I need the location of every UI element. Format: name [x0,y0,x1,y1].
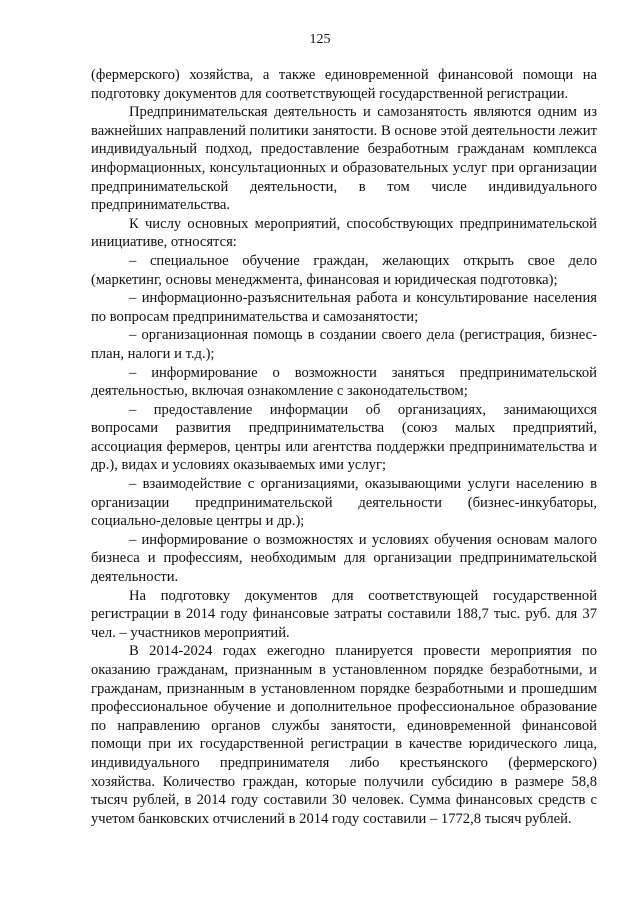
page-number: 125 [309,32,331,47]
paragraph: К числу основных мероприятий, способствующих предпринимательской инициативе, относятся: [91,215,597,251]
paragraph: – взаимодействие с организациями, оказывающими услуги населению в организации предпринимательской деятельности (бизнес-инкубаторы, социально-деловые центры и др.); [91,476,597,530]
paragraph: – специальное обучение граждан, желающих открыть свое дело (маркетинг, основы менеджмента, финансовая и юридическая подготовка); [91,252,597,288]
paragraph: – предоставление информации об организациях, занимающихся вопросами развития предпринимательства (союз малых предприятий, ассоциация фермеров, центры или агентства поддержки предпринимательства и др.), видах и условиях оказываемых ими услуг; [91,401,597,474]
paragraph: На подготовку документов для соответствующей государственной регистрации в 2014 году финансовые затраты составили 188,7 тыс. руб. для 37 чел. – участников мероприятий. [91,587,597,641]
paragraph: (фермерского) хозяйства, а также единовременной финансовой помощи на подготовку документов для соответствующей государственной регистрации. [91,67,597,102]
paragraph: – информирование о возможностях и условиях обучения основам малого бизнеса и профессиям, необходимым для организации предпринимательской деятельности. [91,531,597,586]
paragraph: – организационная помощь в создании своего дела (регистрация, бизнес-план, налоги и т.д.); [91,327,597,362]
paragraph: – информирование о возможности заняться предпринимательской деятельностью, включая ознакомление с законодательством; [91,364,597,400]
document-body [91,66,597,828]
paragraph: В 2014-2024 годах ежегодно планируется провести мероприятия по оказанию гражданам, признанным в установленном порядке безработными, и гражданам, признанным в установленном порядке безработными и прошедшим профессиональное обучение и дополнительное профессиональное образование по направлению органов службы занятости, единовременной финансовой помощи при их государственной регистрации в качестве юридического лица, индивидуального предпринимателя либо крестьянского (фермерского) хозяйства. Количество граждан, которые получили субсидию в размере 58,8 тысяч рублей, в 2014 году составили 30 человек. Сумма финансовых средств с учетом банковских отчислений в 2014 году составили – 1772,8 тысяч рублей. [91,643,597,827]
paragraph: Предпринимательская деятельность и самозанятость являются одним из важнейших направлений политики занятости. В основе этой деятельности лежит индивидуальный подход, предоставление безработным гражданам комплекса информационных, консультационных и образовательных услуг при организации предпринимательской деятельности, в том числе индивидуального предпринимательства. [91,104,597,214]
paragraph: – информационно-разъяснительная работа и консультирование населения по вопросам предпринимательства и самозанятости; [91,290,597,325]
